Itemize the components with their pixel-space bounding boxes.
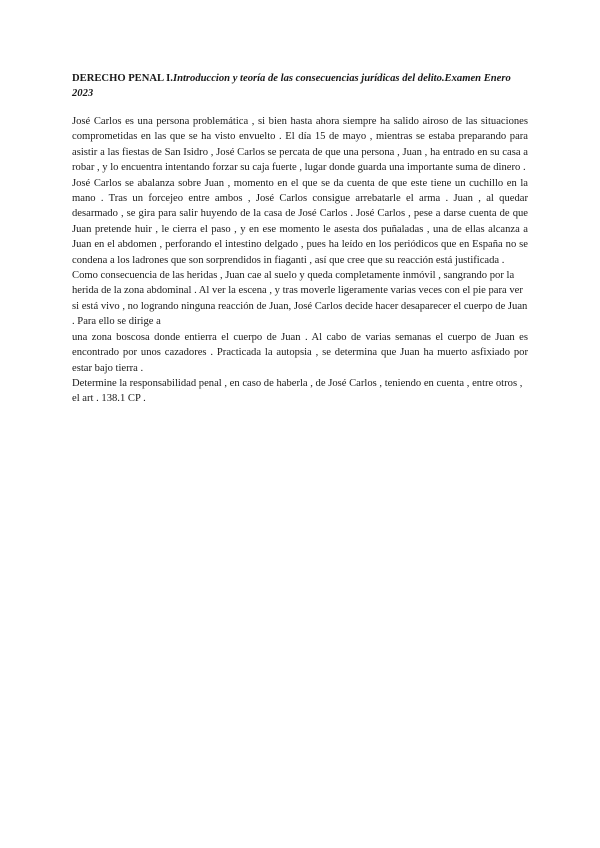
paragraph-1: José Carlos es una persona problemática , si bien hasta ahora siempre ha salido airoso de las situaciones comprometidas en las que se ha visto envuelto . El día 15 de mayo , mientras se estaba preparando para asistir a las fiestas de San Isidro , José Carlos se percata de que una persona , Juan , ha entrado en su casa a robar , y lo encuentra intentando forzar su caja fuerte , lugar donde guarda una importante suma de dinero .	[72, 116, 528, 174]
document-title	[72, 71, 528, 101]
title-course: DERECHO PENAL I.	[72, 73, 173, 84]
paragraph-3: Como consecuencia de las heridas , Juan cae al suelo y queda completamente inmóvil , sangrando por la herida de la zona abdominal . Al ver la escena , y tras moverle ligeramente varias veces con el pie para ver si está vivo , no logrando ninguna reacción de Juan, José Carlos decide hacer desaparecer el cuerpo de Juan . Para ello se dirige a	[72, 270, 528, 328]
paragraph-5: Determine la responsabilidad penal , en caso de haberla , de José Carlos , teniendo en cuenta , entre otros , el art . 138.1 CP .	[72, 377, 523, 405]
paragraph-2: José Carlos se abalanza sobre Juan , momento en el que se da cuenta de que este tiene un cuchillo en la mano . Tras un forcejeo entre ambos , José Carlos consigue arrebatarle el arma . Juan , al quedar desarmado , se gira para salir huyendo de la casa de José Carlos . José Carlos , pese a darse cuenta de que Juan pretende huir , le cierra el paso , y en ese momento le asesta dos puñaladas , una de ellas alcanza a Juan en el abdomen , perforando el intestino delgado , pues ha leído en los periódicos que en España no se condena a los ladrones que son sorprendidos in fiaganti , así que cree que su reacción está justificada .	[72, 177, 528, 266]
paragraph-4: una zona boscosa donde entierra el cuerpo de Juan . Al cabo de varias semanas el cuerpo de Juan es encontrado por unos cazadores . Practicada la autopsia , se determina que Juan ha muerto asfixiado por estar bajo tierra .	[72, 331, 528, 374]
title-subject: Introduccion y teoría de las consecuencias jurídicas del delito.Examen Enero 2023	[72, 73, 511, 99]
document-page	[72, 71, 528, 407]
